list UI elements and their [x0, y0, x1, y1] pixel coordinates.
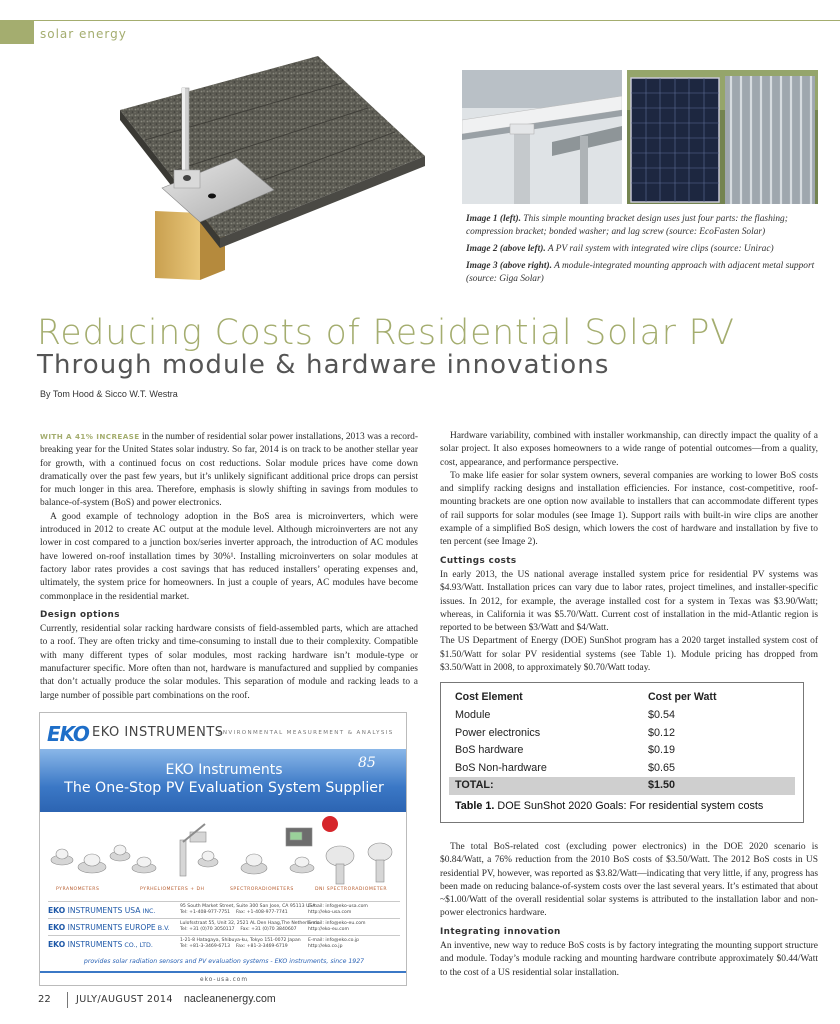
ad-category: SPECTRORADIOMETERS — [230, 887, 294, 892]
section-label: solar energy — [40, 27, 127, 41]
table-cell: BoS hardware — [455, 744, 524, 756]
table-row — [449, 742, 795, 760]
table-cell: $0.12 — [648, 726, 676, 739]
paragraph: An inventive, new way to reduce BoS costs is by factory integrating the mounting support structure and module. Today’s module racking and mounting hardware contribute approximately $0.44/Watt to the cost of a US residential solar installation. — [440, 941, 818, 978]
ad-products-image — [40, 812, 407, 887]
paragraph: WITH A 41% INCREASE in the number of residential solar power installations, 2013 was a record-breaking year for the United States solar industry. So far, 2014 is on track to be another stellar year for growth, with a continued focus on cost reductions. Solar module prices have come down dramatically over the past few years, but it’s unlikely significant additional price drops can persist for much longer in this area. Therefore, emphasis is slowly shifting in savings from modules to balance-of-system (BoS) and power electronics. — [40, 432, 418, 509]
ad-anniversary-badge: 85 — [358, 755, 376, 771]
ad-tagline: provides solar radiation sensors and PV evaluation systems - EKO instruments, since 1927 — [83, 958, 365, 965]
table-header-row — [449, 689, 795, 707]
ad-company-japan: EKO INSTRUMENTS CO., LTD. — [48, 940, 153, 949]
article-column-right-lower — [440, 841, 818, 980]
table-cell: $1.50 — [648, 779, 676, 791]
ad-category: DNI SPECTRORADIOMETER — [315, 887, 388, 892]
page-number: 22 — [38, 994, 51, 1005]
section-rule — [34, 20, 840, 21]
ad-product-categories — [40, 887, 407, 897]
subheading-cuttings-costs: Cuttings costs — [440, 555, 517, 566]
table-total-row — [449, 777, 795, 795]
article-column-left — [40, 430, 418, 703]
section-tab — [0, 20, 34, 44]
ad-headline: EKO Instruments — [165, 762, 283, 778]
ad-company-usa: EKO INSTRUMENTS USA INC. — [48, 906, 156, 915]
table-row — [449, 707, 795, 725]
footer-divider — [67, 992, 68, 1008]
ad-divider — [48, 901, 400, 902]
article-subtitle: Through module & hardware innovations — [37, 350, 610, 380]
ad-divider — [48, 935, 400, 936]
table-cell: $0.65 — [648, 761, 676, 774]
table-cell: BoS Non-hardware — [455, 761, 547, 774]
table-cell: TOTAL: — [455, 779, 494, 791]
table-row — [449, 725, 795, 743]
ad-footer-rule — [40, 971, 407, 973]
cost-table — [440, 682, 804, 823]
paragraph: Currently, residential solar racking hardware consists of field-assembled parts, which are attached to a roof. They are often tricky and time-consuming to install due to their complexity. Compatible with many different types of solar modules, most racking hardware isn’t module-type or manufacturer specific. More often than not, hardware is manufactured and supplied by companies that don’t actually produce the solar modules. This separation of module and racking leads to a large number of possible part combinations on the roof. — [40, 624, 418, 701]
ad-company-europe: EKO INSTRUMENTS EUROPE B.V. — [48, 923, 170, 932]
eko-advertisement[interactable] — [39, 712, 407, 986]
paragraph: In early 2013, the US national average installed system price for residential PV systems was $4.93/Watt. Installation prices can vary due to labor rates, project timelines, and installer-specific issues. In 2012, for example, the average installed cost for a system in Texas was $3.90/Watt; whereas, in California it was $5.70/Watt. Current cost of installation in the mid-Atlantic region is reported to be between $3/Watt and $4/Watt. — [440, 569, 818, 634]
ad-divider — [48, 918, 400, 919]
table-header-cell: Cost per Watt — [648, 691, 717, 703]
rail-system-image — [462, 70, 622, 204]
ad-contact: E-mail: info@eko-usa.com http://eko-usa.com — [308, 904, 368, 915]
paragraph: To make life easier for solar system owners, several companies are working to lower BoS costs and simplify racking designs and installation efficiencies. For instance, cost-competitive, roof-mounting brackets are one option now available to installers that can accommodate different types of rail supports for solar modules (see Image 1). Support rails with built-in wire clips are another example of a simplified BoS design, which lowers the cost of hardware and installation by five to ten percent (see Image 2). — [440, 470, 818, 548]
table-row — [449, 760, 795, 778]
ad-env-tagline: ENVIRONMENTAL MEASUREMENT & ANALYSIS — [218, 730, 394, 736]
ad-contact: E-mail: info@eko-eu.com http://eko-eu.com — [308, 921, 366, 932]
caption-image-1: Image 1 (left). This simple mounting bracket design uses just four parts: the flashing; compression bracket; bonded washer; and lag screw (source: EcoFasten Solar) — [466, 214, 788, 237]
eko-logo: EKO — [47, 722, 89, 746]
ad-url[interactable]: eko-usa.com — [200, 977, 248, 983]
article-title: Reducing Costs of Residential Solar PV — [37, 313, 735, 353]
paragraph: The total BoS-related cost (excluding power electronics) in the DOE 2020 scenario is $0.84/Watt, a 76% reduction from the 2010 BoS costs of $3.50/Watt. The 2012 BoS costs in US residential PV, however, was reported as $3.82/Watt—indicating that very little, if any, progress has been made on reducing balance-of-system costs over the last several years. It’s estimated that about ~$1.00/Watt of the overall residential solar systems is attributed to the installation labor and non-power electronics hardware. — [440, 842, 818, 919]
ad-address: Lulofsstraat 55, Unit 32, 2521 AL Den Haag,The Netherlands Tel: +31 (0)70 3050117 Fax: +31 (0)70 3840607 — [180, 921, 320, 932]
table-cell: $0.19 — [648, 744, 676, 756]
ad-category: PYRANOMETERS — [56, 887, 100, 892]
ad-brand: EKO INSTRUMENTS — [92, 725, 224, 740]
lead-in: WITH A 41% INCREASE — [40, 432, 140, 441]
ad-contact: E-mail: info@eko.co.jp http://eko.co.jp — [308, 938, 360, 949]
image-captions — [466, 213, 818, 290]
subheading-integrating-innovation: Integrating innovation — [440, 926, 561, 937]
table-header-cell: Cost Element — [455, 691, 523, 703]
table-cell: Module — [455, 709, 491, 721]
ad-category: PYRHELIOMETERS + DH — [140, 887, 205, 892]
ad-headline-2: The One-Stop PV Evaluation System Supplier — [64, 780, 384, 796]
caption-image-2: Image 2 (above left). A PV rail system with integrated wire clips (source: Unirac) — [466, 244, 774, 254]
table-caption: Table 1. DOE SunShot 2020 Goals: For residential system costs — [455, 800, 764, 812]
paragraph: Hardware variability, combined with installer workmanship, can directly impact the quality of a solar project. It also exposes homeowners to a wide range of potential outcomes—from a quality, cost, appearance, and performance perspective. — [440, 431, 818, 468]
caption-image-3: Image 3 (above right). A module-integrated mounting approach with adjacent metal support (source: Giga Solar) — [466, 261, 815, 284]
issue-date: JULY/AUGUST 2014 — [76, 994, 173, 1005]
ad-address: 95 South Market Street, Suite 300 San Jose, CA 95113 USA Tel: +1-408-977-7751 Fax: +1-408-977-7741 — [180, 904, 316, 915]
paragraph: The US Department of Energy (DOE) SunShot program has a 2020 target installed system cost of $1.50/Watt for solar PV residential systems (see Table 1). Module pricing has dropped from $3.50/Watt in 2008, to approximately $0.70/Watt today. — [440, 636, 818, 674]
site-url[interactable]: nacleanenergy.com — [184, 993, 276, 1005]
subheading-design-options: Design options — [40, 609, 120, 620]
paragraph: A good example of technology adoption in the BoS area is microinverters, which were introduced in 2012 to create AC output at the module level. Although microinverters are not any lower in cost compared to a junction box/series inverter approach, the introduction of AC modules have lowered on-roof installation times by 30%¹. Installing microinverters on solar modules at factory labor rates provides a cost savings that has reduced installers’ operating expenses and, ultimately, the system price for homeowners. In just a couple of years, AC modules have become commonplace in the residential market. — [40, 511, 418, 602]
table-cell: $0.54 — [648, 709, 676, 721]
mounting-bracket-image — [50, 48, 450, 296]
module-integrated-image — [627, 70, 818, 204]
article-column-right — [440, 430, 818, 675]
ad-address: 1-21-8 Hatagaya, Shibuya-ku, Tokyo 151-0072 Japan Tel: +81-3-3469-6713 Fax: +81-3-3469-6719 — [180, 938, 301, 949]
table-cell: Power electronics — [455, 726, 541, 739]
byline: By Tom Hood & Sicco W.T. Westra — [40, 389, 178, 399]
